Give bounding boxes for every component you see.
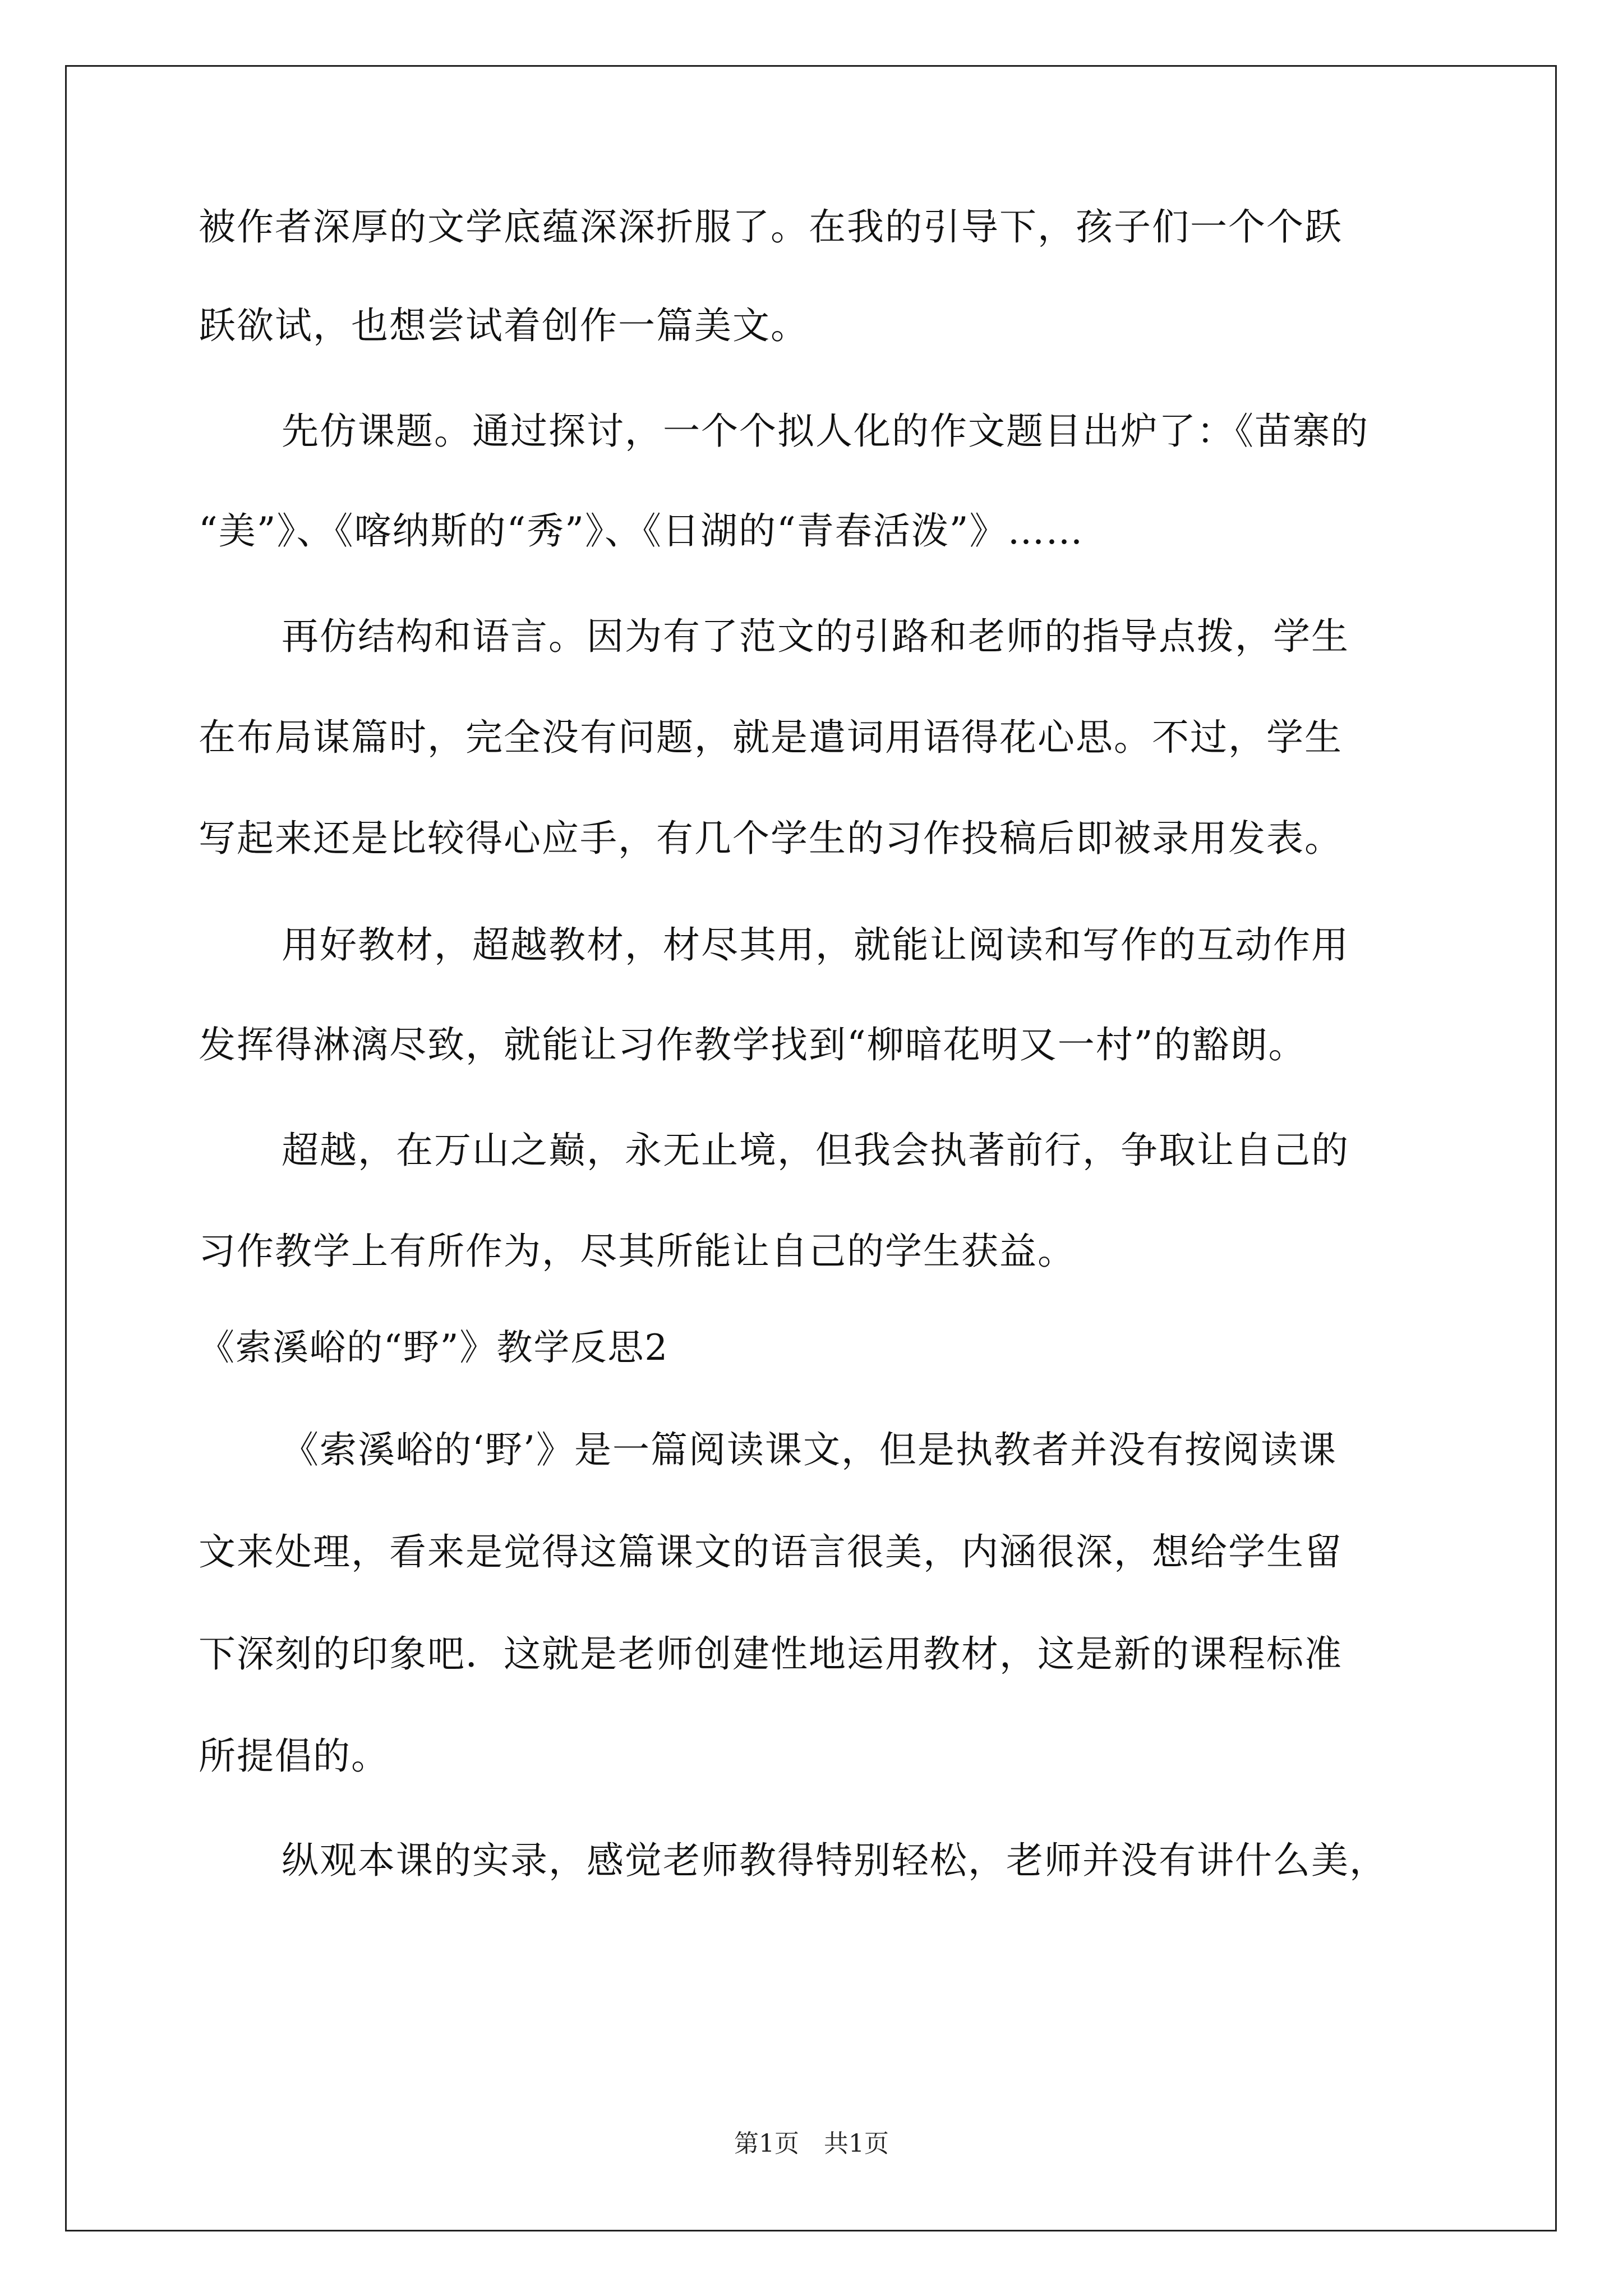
paragraph-line: 写起来还是比较得心应手，有几个学生的习作投稿后即被录用发表。 — [199, 817, 1343, 860]
paragraph-line: 用好教材，超越教材，材尽其用，就能让阅读和写作的互动作用 — [282, 923, 1349, 967]
paragraph-line: “美”》、《喀纳斯的“秀”》、《日湖的“青春活泼”》…… — [199, 509, 1084, 553]
paragraph-line: 习作教学上有所作为，尽其所能让自己的学生获益。 — [199, 1230, 1076, 1273]
paragraph-line: 下深刻的印象吧．这就是老师创建性地运用教材，这是新的课程标准 — [199, 1632, 1343, 1676]
paragraph-line: 文来处理，看来是觉得这篇课文的语言很美，内涵很深，想给学生留 — [199, 1530, 1343, 1573]
section-heading: 《索溪峪的“野”》教学反思2 — [199, 1327, 669, 1369]
paragraph-line: 再仿结构和语言。因为有了范文的引路和老师的指导点拨，学生 — [282, 615, 1349, 658]
paragraph-line: 被作者深厚的文学底蕴深深折服了。在我的引导下，孩子们一个个跃 — [199, 205, 1343, 249]
paragraph-line: 先仿课题。通过探讨，一个个拟人化的作文题目出炉了：《苗寨的 — [282, 409, 1369, 453]
paragraph-line: 发挥得淋漓尽致，就能让习作教学找到“柳暗花明又一村”的豁朗。 — [199, 1023, 1307, 1066]
paragraph-line: 《索溪峪的‘野’》是一篇阅读课文，但是执教者并没有按阅读课 — [282, 1428, 1337, 1471]
paragraph-line: 跃欲试，也想尝试着创作一篇美文。 — [199, 304, 809, 347]
paragraph-line: 所提倡的。 — [199, 1734, 389, 1778]
paragraph-line: 超越，在万山之巅，永无止境，但我会执著前行，争取让自己的 — [282, 1129, 1349, 1172]
paragraph-line: 在布局谋篇时，完全没有问题，就是遣词用语得花心思。不过，学生 — [199, 716, 1343, 759]
paragraph-line: 纵观本课的实录，感觉老师教得特别轻松，老师并没有讲什么美， — [282, 1839, 1387, 1882]
page-footer: 第1页 共1页 — [734, 2129, 889, 2158]
